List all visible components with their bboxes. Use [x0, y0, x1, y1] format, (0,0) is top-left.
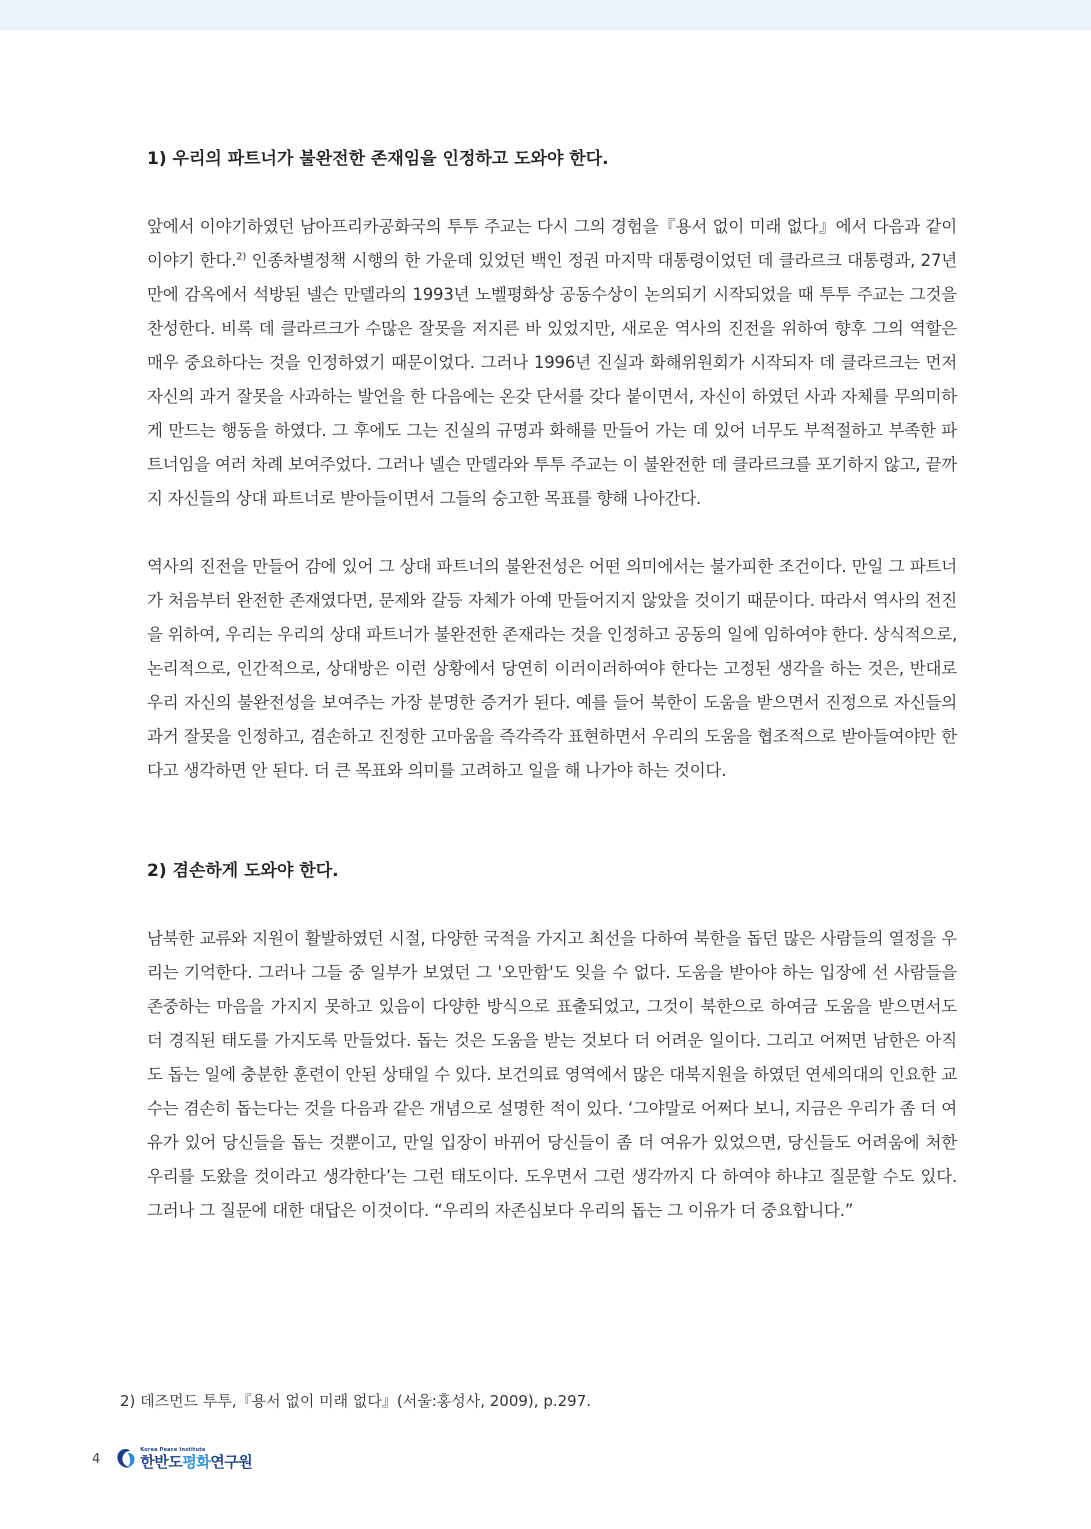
institute-logo — [114, 1447, 252, 1471]
section-1-paragraph-1 — [147, 210, 957, 516]
dove-logo-icon — [114, 1447, 138, 1471]
logo-text-part: 연구원 — [210, 1453, 253, 1471]
footnote: 2) 데즈먼드 투투,『용서 없이 미래 없다』(서울:홍성사, 2009), p.297. — [120, 1392, 592, 1410]
paragraph-text: 앞에서 이야기하였던 남아프리카공화국의 투투 주교는 다시 그의 경험을『용서 없이 미래 없다』에서 다음과 같이 이야기 한다. — [147, 217, 957, 270]
section-1-heading: 1) 우리의 파트너가 불완전한 존재임을 인정하고 도와야 한다. — [147, 149, 609, 169]
footnote-marker: 2) — [236, 251, 247, 263]
logo-text-part-accent: 평화 — [182, 1453, 211, 1471]
paragraph-text: 인종차별정책 시행의 한 가운데 있었던 백인 정권 마지막 대통령이었던 데 클라르크 대통령과, 27년 만에 감옥에서 석방된 넬슨 만델라의 1993년 노벨평화상 공동수상이 논의되기 시작되었을 때 투투 주교는 그것을 찬성한다. 비록 데 클라르크가 수많은 잘못을 저지른 바 있었지만, 새로운 역사의 진전을 위하여 향후 그의 역할은 매우 중요하다는 것을 인정하였기 때문이었다. 그러나 1996년 진실과 화해위원회가 시작되자 데 클라르크는 먼저 자신의 과거 잘못을 사과하는 발언을 한 다음에는 온갖 단서를 갖다 붙이면서, 자신이 하였던 사과 자체를 무의미하게 만드는 행동을 하였다. 그 후에도 그는 진실의 규명과 화해를 만들어 가는 데 있어 너무도 부적절하고 부족한 파트너임을 여러 차례 보여주었다. 그러나 넬슨 만델라와 투투 주교는 이 불완전한 데 클라르크를 포기하지 않고, 끝까지 자신들의 상대 파트너로 받아들이면서 그들의 숭고한 목표를 향해 나아간다. — [147, 251, 957, 508]
article-body — [147, 142, 957, 1228]
section-1-paragraph-2: 역사의 진전을 만들어 감에 있어 그 상대 파트너의 불완전성은 어떤 의미에서는 불가피한 조건이다. 만일 그 파트너가 처음부터 완전한 존재였다면, 문제와 갈등 자체가 아예 만들어지지 않았을 것이기 때문이다. 따라서 역사의 전진을 위하여, 우리는 우리의 상대 파트너가 불완전한 존재라는 것을 인정하고 공동의 일에 임하여야 한다. 상식적으로, 논리적으로, 인간적으로, 상대방은 이런 상황에서 당연히 이러이러하여야 한다는 고정된 생각을 하는 것은, 반대로 우리 자신의 불완전성을 보여주는 가장 분명한 증거가 된다. 예를 들어 북한이 도움을 받으면서 진정으로 자신들의 과거 잘못을 인정하고, 겸손하고 진정한 고마움을 즉각즉각 표현하면서 우리의 도움을 협조적으로 받아들여야만 한다고 생각하면 안 된다. 더 큰 목표와 의미를 고려하고 일을 해 나가야 하는 것이다. — [147, 557, 957, 780]
logo-korean-name — [140, 1455, 252, 1470]
top-band — [0, 0, 1091, 30]
logo-english-name: Korea Peace Institute — [140, 1447, 206, 1453]
page-number: 4 — [92, 1451, 101, 1467]
page-footer — [92, 1444, 252, 1474]
section-2-paragraph-1: 남북한 교류와 지원이 활발하였던 시절, 다양한 국적을 가지고 최선을 다하여 북한을 돕던 많은 사람들의 열정을 우리는 기억한다. 그러나 그들 중 일부가 보였던 그 '오만함'도 잊을 수 없다. 도움을 받아야 하는 입장에 선 사람들을 존중하는 마음을 가지지 못하고 있음이 다양한 방식으로 표출되었고, 그것이 북한으로 하여금 도움을 받으면서도 더 경직된 태도를 가지도록 만들었다. 돕는 것은 도움을 받는 것보다 더 어려운 일이다. 그리고 어쩌면 남한은 아직도 돕는 일에 충분한 훈련이 안된 상태일 수 있다. 보건의료 영역에서 많은 대북지원을 하였던 연세의대의 인요한 교수는 겸손히 돕는다는 것을 다음과 같은 개념으로 설명한 적이 있다. ‘그야말로 어쩌다 보니, 지금은 우리가 좀 더 여유가 있어 당신들을 돕는 것뿐이고, 만일 입장이 바뀌어 당신들이 좀 더 여유가 있었으면, 당신들도 어려움에 처한 우리를 도왔을 것이라고 생각한다’는 그런 태도이다. 도우면서 그런 생각까지 다 하여야 하냐고 질문할 수도 있다. 그러나 그 질문에 대한 대답은 이것이다. “우리의 자존심보다 우리의 돕는 그 이유가 더 중요합니다.” — [147, 929, 957, 1220]
section-2-heading: 2) 겸손하게 도와야 한다. — [147, 861, 339, 881]
logo-text-part: 한반도 — [140, 1453, 183, 1471]
